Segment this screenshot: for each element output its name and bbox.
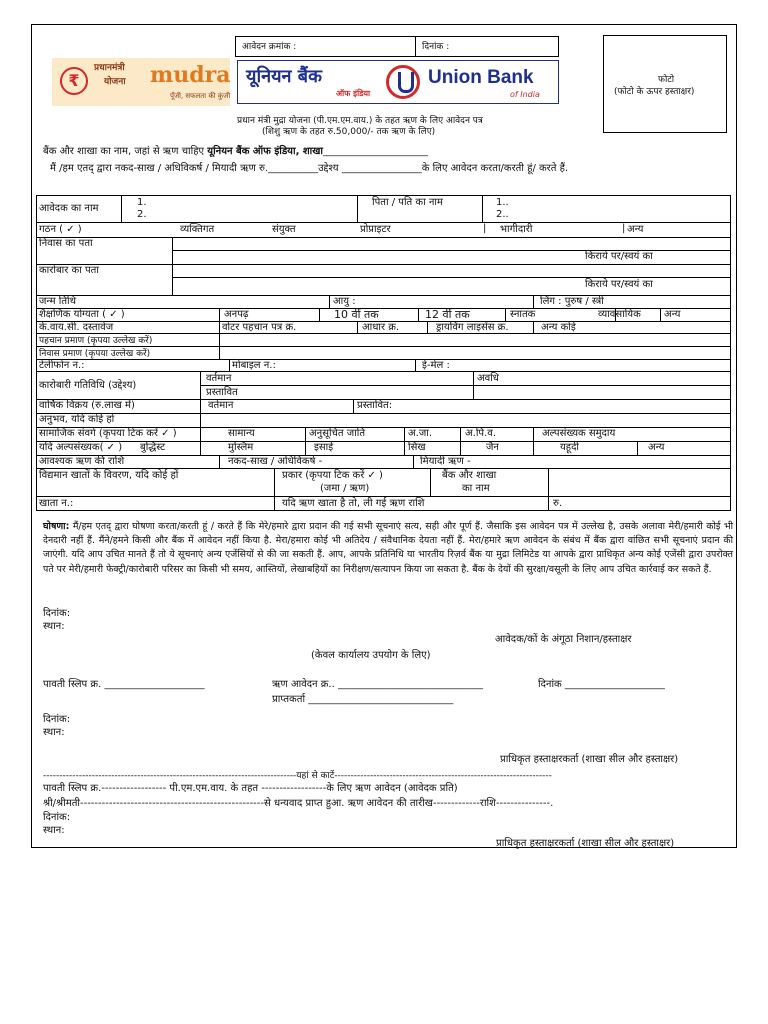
acknowledgement-line: पावती स्लिप क्र.------------------ पी.एम.एम.वाय. के तहत ------------------के लिए ऋण आवेदन (आवेदक प्रति): [43, 783, 458, 794]
place-label-1: स्थान:: [43, 621, 65, 632]
business-address-label: कारोबार का पता: [39, 265, 99, 276]
account-type-label: प्रकार (कृपया टिक करें ✓ ): [282, 470, 383, 481]
kyc-any-other[interactable]: अन्य कोई: [541, 322, 576, 333]
social-sc[interactable]: अनुसूचित जाति: [309, 428, 366, 439]
app-number-label: आवेदन क्रमांक :: [242, 42, 297, 52]
constitution-label: गठन ( ✓ ): [39, 224, 82, 235]
union-bank-logo: [237, 60, 559, 104]
minority-jew[interactable]: यहूदी: [560, 442, 580, 453]
minority-others[interactable]: अन्य: [648, 442, 665, 453]
minority-sikh[interactable]: सिख: [408, 442, 426, 453]
account-number-label: खाता न.:: [39, 498, 74, 509]
loan-app-field[interactable]: ऋण आवेदन क्र.. _____________________________: [272, 679, 483, 690]
dob-label: जन्म तिथि: [39, 296, 77, 307]
kyc-label: के.वाय.सी. दस्तावेज: [39, 322, 114, 333]
office-use-label: (केवल कार्यालय उपयोग के लिए): [311, 650, 431, 661]
authorized-signatory-2: प्राधिकृत हस्ताक्षरकर्ता (शाखा सील और हस्ताक्षर): [496, 838, 675, 849]
activity-label: कारोबारी गतिविधि (उद्देश्य): [39, 380, 137, 391]
constitution-proprietor[interactable]: प्रोप्राइटर: [360, 224, 391, 235]
sales-proposed[interactable]: प्रस्तावित:: [357, 400, 393, 411]
cut-here-line: ------------------------------------------------------------------------------यहां से काटें-------------------------------------------------------------------: [43, 771, 552, 781]
declaration: [43, 520, 733, 577]
date-label-4: दिनांक:: [43, 812, 71, 823]
minority-christian[interactable]: इसाई: [314, 442, 334, 453]
activity-current[interactable]: वर्तमान: [206, 373, 232, 384]
mobile-label: मोबाइल न.:: [232, 360, 276, 371]
sales-label: वार्षिक विक्रय (रु.लाख में): [39, 400, 135, 411]
mudra-yojana: योजना: [104, 77, 126, 87]
bank-branch-blank[interactable]: _____________________: [323, 146, 429, 157]
email-label: ई-मेल :: [422, 360, 450, 371]
bank-branch-line: [43, 146, 428, 158]
app-number-field[interactable]: [235, 36, 416, 57]
bank-hindi-sub: ऑफ इंडिया: [336, 89, 371, 98]
mudra-logo: [52, 58, 230, 106]
loan-amount-label: आवश्यक ऋण की राशि: [39, 456, 125, 467]
authorized-signatory-1: प्राधिकृत हस्ताक्षरकर्ता (शाखा सील और हस्ताक्षर): [500, 754, 679, 765]
bank-branch-name-sub: का नाम: [462, 483, 490, 494]
phone-label: टेलीफोन न.:: [39, 360, 85, 371]
rs-label: रु.: [553, 498, 563, 509]
minority-muslim[interactable]: मुस्लिम: [228, 442, 254, 453]
residence-address-label: निवास का पता: [39, 238, 93, 249]
bank-branch-bold: यूनियन बैंक ऑफ इंडिया, शाखा: [207, 146, 324, 157]
minority-buddhist[interactable]: बुद्धिस्ट: [140, 442, 166, 453]
experience-label: अनुभव, यदि कोई हो: [39, 414, 115, 425]
loan-cash-credit[interactable]: नकद-साख / अधिविकर्ष -: [228, 456, 323, 467]
social-minority[interactable]: अल्पसंख्यक समुदाय: [542, 428, 616, 439]
photo-label: फोटो: [658, 75, 675, 85]
edu-graduate[interactable]: स्नातक: [510, 309, 536, 320]
kyc-voter-id[interactable]: वोटर पहचान पत्र क्र.: [222, 322, 297, 333]
declaration-label: घोषणा:: [43, 521, 70, 532]
existing-accounts-label: विद्यमान खातों के विवरण, यदि कोई हों: [39, 470, 179, 481]
declaration-text: मैं/हम एतद् द्वारा घोषणा करता/करती हूं / करते हैं कि मेरे/हमारे द्वारा प्रदान की गई सभी सूचनाएं सत्य, सही और पूर्ण हैं. जैसाकि इस आवेदन पत्र में उल्लेख है, उसके अलावा मेरी/हमारी कोई भी देनदारी नहीं हैं. मैंने/हमने किसी और बैंक में आवेदन नहीं किया है. मेरा/हमारा कोई भी अतिदेय / संवैधानिक देयता नहीं हैं. मेरा/हमारे ऋण आवेदन के संबंध में बैंक द्वारा वांछित सभी सूचनाएं प्रदान की जाएंगी. यदि आप उचित मानते हैं तो ये सूचनाएं अन्य एजेंसियों से की जा सकती हैं. आप, आपके प्रतिनिधि या भारतीय रिज़र्व बैंक या मुद्रा लिमिटेड या आपके द्वारा प्राधिकृत अन्य कोई एजेंसी द्वारा उपरोक्त पते पर मेरी/हमारी फेक्ट्री/कारोबारी परिसर का किसी भी समय, आस्तियों, लेखाबहियों का निरीक्षण/सत्यापन किया जा सकता है. बैंक के देयों की सुरक्षा/वसूली के लिए आप उचित कार्रवाई कर सकते हैं.: [43, 521, 734, 575]
applicant-name-1[interactable]: 1.: [137, 197, 147, 208]
constitution-individual[interactable]: व्यक्तिगत: [180, 224, 215, 235]
social-obc[interactable]: अ.पि.व.: [465, 428, 497, 439]
business-rent-own[interactable]: किराये पर/स्वयं का: [585, 279, 653, 290]
kyc-driving-license[interactable]: ड्रायविंग लाइसेंस क्र.: [436, 322, 509, 333]
minority-label: यदि अल्पसंख्यक( ✓ ): [39, 442, 123, 453]
form-subtitle: (शिशु ऋण के तहत रु.50,000/- तक ऋण के लिए): [262, 127, 436, 137]
photo-box[interactable]: [603, 35, 727, 133]
activity-proposed[interactable]: प्रस्तावित: [206, 387, 238, 398]
photo-sub-label: (फोटो के ऊपर हस्ताक्षर): [614, 87, 695, 97]
edu-upto-12[interactable]: 12 वीं तक: [425, 308, 470, 321]
receiver-field[interactable]: प्राप्तकर्ता _____________________________: [272, 694, 454, 705]
sales-current[interactable]: वर्तमान: [208, 400, 234, 411]
union-bank-emblem-icon: [386, 65, 420, 99]
edu-illiterate[interactable]: अनपढ़: [224, 309, 249, 320]
bank-english-sub: of India: [510, 90, 540, 99]
date-field[interactable]: [415, 36, 559, 57]
education-label: शैक्षणिक योग्यता ( ✓ ): [39, 309, 125, 320]
father-name-label: पिता / पति का नाम: [372, 197, 444, 208]
age-label: आयु :: [333, 296, 356, 307]
social-category-label: सामाजिक संवर्ग (कृपया टिक करें ✓ ): [39, 428, 177, 439]
constitution-joint[interactable]: संयुक्त: [272, 224, 296, 235]
date-label-3: दिनांक:: [43, 714, 71, 725]
id-proof-label: पहचान प्रमाण (कृपया उल्लेख करें): [39, 336, 153, 346]
ack-slip-field[interactable]: पावती स्लिप क्र. ____________________: [43, 679, 205, 690]
applicant-name-2[interactable]: 2.: [137, 209, 147, 220]
edu-upto-10[interactable]: 10 वीं तक: [334, 308, 379, 321]
bank-hindi-name: यूनियन बैंक: [246, 66, 322, 87]
address-proof-label: निवास प्रमाण (कृपया उल्लेख करें): [39, 349, 151, 359]
minority-jain[interactable]: जैन: [486, 442, 499, 453]
bank-branch-name-label: बैंक और शाखा: [442, 470, 497, 481]
apply-statement: मैं /हम एतद् द्वारा नकद-साख / अधिविकर्ष / मियादी ऋण रु.__________उद्देश्य ________________के लिए आवेदन करता/करती हूं/ करते हैं.: [50, 163, 569, 174]
date-label: दिनांक :: [422, 42, 450, 52]
bank-branch-prefix: बैंक और शाखा का नाम, जहां से ऋण चाहिए: [43, 146, 208, 157]
sex-label[interactable]: लिंग : पुरुष / स्त्री: [540, 296, 604, 307]
bank-english-name: Union Bank: [428, 67, 534, 88]
residence-rent-own[interactable]: किराये पर/स्वयं का: [585, 251, 653, 262]
applicant-name-label: आवेदक का नाम: [39, 203, 99, 214]
applicant-signature-label: आवेदक/कों के अंगूठा निशान/हस्ताक्षर: [495, 634, 632, 645]
mudra-hindi-top: प्रधानमंत्री: [94, 63, 125, 73]
kyc-aadhar[interactable]: आधार क्र.: [362, 322, 400, 333]
date-label-1: दिनांक:: [43, 608, 71, 619]
loan-term[interactable]: मियादी ऋण -: [420, 456, 471, 467]
activity-duration[interactable]: अवधि: [477, 373, 499, 384]
constitution-partnership[interactable]: भागीदारी: [500, 224, 533, 235]
received-line: श्री/श्रीमती---------------------------------------------------से धन्यवाद प्राप्त हुआ. ऋण आवेदन की तारीख-------------राशि---------------.: [43, 798, 554, 809]
mudra-word: mudra: [150, 62, 231, 88]
edu-others[interactable]: अन्य: [664, 309, 681, 320]
social-general[interactable]: सामान्य: [228, 428, 255, 439]
father-name-1[interactable]: 1..: [496, 197, 509, 208]
rupee-icon: ₹: [60, 67, 88, 95]
date-field-2[interactable]: दिनांक ____________________: [538, 679, 665, 690]
account-type-sub: (जमा / ऋण): [320, 483, 370, 494]
social-st[interactable]: अ.जा.: [408, 428, 433, 439]
place-label-3: स्थान:: [43, 727, 65, 738]
father-name-2[interactable]: 2..: [496, 209, 509, 220]
loan-taken-label: यदि ऋण खाता है तो, ली गई ऋण राशि: [282, 498, 425, 509]
form-title: प्रधान मंत्री मुद्रा योजना (पी.एम.एम.वाय.) के तहत ऋण के लिए आवेदन पत्र: [237, 116, 483, 126]
constitution-others[interactable]: अन्य: [627, 224, 644, 235]
edu-professional[interactable]: व्यावसायिक: [598, 309, 641, 320]
mudra-tagline: पूँजी, सफलता की कुंजी: [170, 92, 231, 100]
place-label-4: स्थान:: [43, 825, 65, 836]
